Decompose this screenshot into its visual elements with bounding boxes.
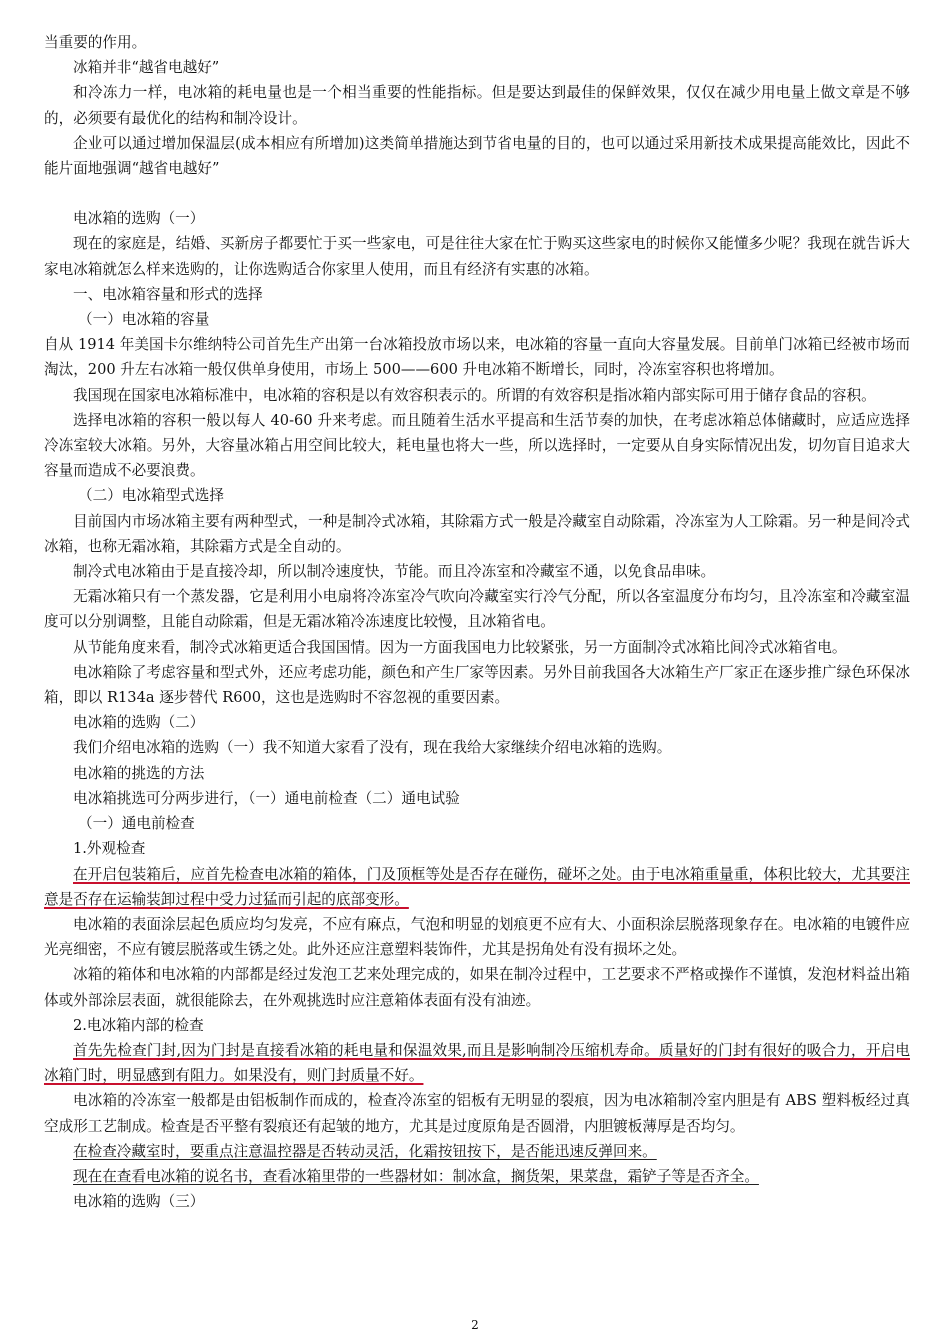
paragraph [44, 1038, 910, 1088]
paragraph-spacer [44, 181, 910, 206]
paragraph: 电冰箱的表面涂层起色质应均匀发亮，不应有麻点，气泡和明显的划痕更不应有大、小面积涂层脱落现象存在。电冰箱的电镀件应光亮细密，不应有镀层脱落或生锈之处。此外还应注意塑料装饰件，尤其是拐角处有没有损坏之处。 [44, 915, 910, 959]
paragraph: （一）电冰箱的容量 [78, 311, 210, 329]
paragraph: 无霜冰箱只有一个蒸发器，它是利用小电扇将冷冻室冷气吹向冷藏室实行冷气分配，所以各室温度分布均匀，且冷冻室和冷藏室温度可以分别调整，且能自动除霜，但是无霜冰箱冷冻速度比较慢，且冰箱省电。 [44, 588, 910, 631]
underlined-text: 在开启包装箱后，应首先检查电冰箱的箱体，门及顶框等处是否存在碰伤，碰坏之处。由于电冰箱重量重，体积比较大，尤其要注意是否存在运输装卸过程中受力过猛而引起的底部变形。 [44, 865, 910, 908]
paragraph: （二）电冰箱型式选择 [78, 487, 224, 505]
paragraph: 选择电冰箱的容积一般以每人 40-60 升来考虑。而且随着生活水平提高和生活节奏的加快，在考虑冰箱总体储藏时，应适应选择冷冻室较大冰箱。另外，大容量冰箱占用空间比较大，耗电量也将大一些，所以选择时，一定要从自身实际情况出发，切勿盲目追求大容量而造成不必要浪费。 [44, 411, 910, 480]
paragraph: （一）通电前检查 [78, 815, 195, 833]
paragraph: 1.外观检查 [73, 840, 146, 858]
paragraph: 从节能角度来看，制冷式冰箱更适合我国国情。因为一方面我国电力比较紧张，另一方面制冷式冰箱比间冷式冰箱省电。 [73, 638, 847, 656]
paragraph: 我国现在国家电冰箱标准中，电冰箱的容积是以有效容积表示的。所谓的有效容积是指冰箱内部实际可用于储存食品的容积。 [73, 386, 876, 404]
paragraph: 电冰箱的冷冻室一般都是由铝板制作而成的，检查冷冻室的铝板有无明显的裂痕，因为电冰箱制冷室内胆是有 ABS 塑料板经过真空成形工艺制成。检查是否平整有裂痕还有起皱的地方，尤其是过度原角是否圆滑，内胆镀板薄厚是否均匀。 [44, 1092, 910, 1135]
paragraph [44, 862, 910, 912]
paragraph [44, 1139, 910, 1164]
paragraph [44, 1164, 910, 1189]
paragraph: 电冰箱挑选可分两步进行，（一）通电前检查（二）通电试验 [73, 789, 460, 807]
underlined-text: 现在在查看电冰箱的说名书，查看冰箱里带的一些器材如：制冰盒，搁货架，果菜盘，霜铲子等是否齐全。 [73, 1167, 759, 1185]
paragraph: 企业可以通过增加保温层(成本相应有所增加)这类简单措施达到节省电量的目的，也可以通过采用新技术成果提高能效比，因此不能片面地强调“越省电越好” [44, 134, 910, 178]
paragraph: 我们介绍电冰箱的选购（一）我不知道大家看了没有，现在我给大家继续介绍电冰箱的选购。 [73, 739, 672, 757]
paragraph: 和冷冻力一样，电冰箱的耗电量也是一个相当重要的性能指标。但是要达到最佳的保鲜效果，仅仅在减少用电量上做文章是不够的，必须要有最优化的结构和制冷设计。 [44, 84, 910, 127]
paragraph: 目前国内市场冰箱主要有两种型式，一种是制冷式冰箱，其除霜方式一般是冷藏室自动除霜，冷冻室为人工除霜。另一种是间冷式冰箱，也称无霜冰箱，其除霜方式是全自动的。 [44, 512, 910, 555]
paragraph: 电冰箱的选购（一） [73, 210, 205, 228]
paragraph: 冰箱并非“越省电越好” [73, 59, 220, 77]
paragraph: 电冰箱的选购（二） [73, 714, 205, 732]
paragraph: 电冰箱的挑选的方法 [73, 764, 205, 782]
paragraph: 冰箱的箱体和电冰箱的内部都是经过发泡工艺来处理完成的，如果在制冷过程中，工艺要求不严格或操作不谨慎，发泡材料益出箱体或外部涂层表面，就很能除去，在外观挑选时应注意箱体表面有没有油迹。 [44, 966, 910, 1009]
paragraph: 2.电冰箱内部的检查 [73, 1016, 204, 1034]
paragraph: 当重要的作用。 [44, 34, 147, 51]
paragraph: 制冷式电冰箱由于是直接冷却，所以制冷速度快，节能。而且冷冻室和冷藏室不通，以免食品串味。 [73, 563, 716, 581]
paragraph: 电冰箱除了考虑容量和型式外，还应考虑功能，颜色和产生厂家等因素。另外目前我国各大冰箱生产厂家正在逐步推广绿色环保冰箱，即以 R134a 逐步替代 R600，这也是选购时不容忽视的重要因素。 [44, 663, 910, 707]
underlined-text: 首先先检查门封,因为门封是直接看冰箱的耗电量和保温效果,而且是影响制冷压缩机寿命。质量好的门封有很好的吸合力，开启电冰箱门时，明显感到有阻力。如果没有，则门封质量不好。 [44, 1041, 910, 1085]
underlined-text: 在检查冷藏室时，要重点注意温控器是否转动灵活，化霜按钮按下，是否能迅速反弹回来。 [73, 1142, 657, 1160]
paragraph: 电冰箱的选购（三） [73, 1193, 205, 1211]
document-body [44, 30, 910, 1214]
page-number: 2 [471, 1318, 479, 1332]
paragraph: 一、电冰箱容量和形式的选择 [73, 285, 263, 303]
paragraph: 现在的家庭是，结婚、买新房子都要忙于买一些家电，可是往往大家在忙于购买这些家电的时候你又能懂多少呢？我现在就告诉大家电冰箱就怎么样来选购的，让你选购适合你家里人使用，而且有经济有实惠的冰箱。 [44, 235, 910, 278]
paragraph: 自从 1914 年美国卡尔维纳特公司首先生产出第一台冰箱投放市场以来，电冰箱的容量一直向大容量发展。目前单门冰箱已经被市场而淘汰，200 升左右冰箱一般仅供单身使用，市场上 500——600 升电冰箱不断增长，同时，冷冻室容积也将增加。 [44, 336, 910, 379]
